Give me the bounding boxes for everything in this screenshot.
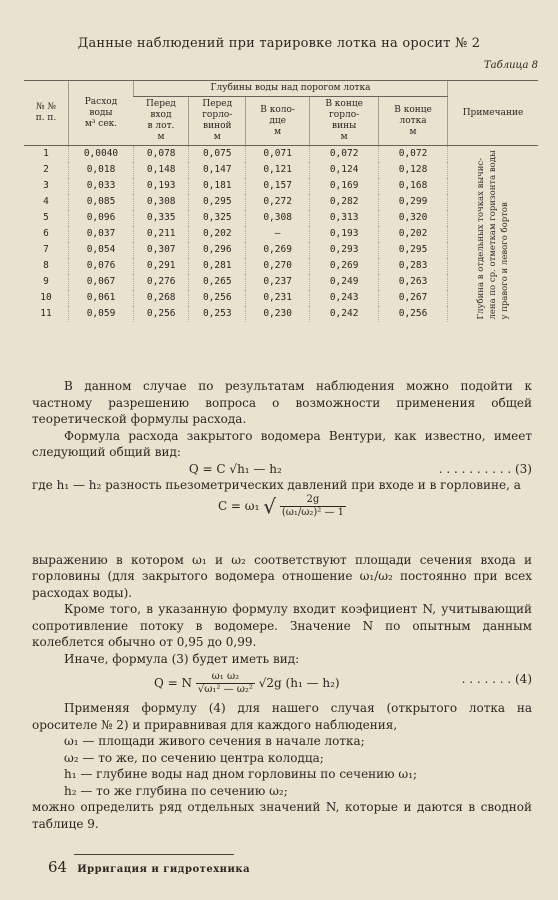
table-cell: 0,269 — [310, 258, 379, 274]
table-cell: 9 — [43, 276, 49, 287]
table-cell: 0,269 — [246, 242, 310, 258]
table-cell: 10 — [40, 292, 52, 303]
table-cell: 7 — [43, 244, 49, 255]
paragraph: В данном случае по результатам наблюдения можно подойти к частному разрешению вопроса о возможности применения общей теоретической формулы расхода. — [32, 379, 532, 426]
table-cell: 0,265 — [189, 274, 246, 290]
table-cell: 0,308 — [246, 210, 310, 226]
list-item: ω₁ — площади живого сечения в начале лотка; — [64, 734, 365, 748]
formula-4-denominator: √ω₁² — ω₂² — [197, 684, 253, 695]
table-cell: 0,075 — [189, 146, 246, 163]
table-cell: 0,308 — [134, 194, 189, 210]
table-cell: 0,267 — [379, 290, 448, 306]
table-cell: 0,281 — [189, 258, 246, 274]
table-cell: 0,256 — [189, 290, 246, 306]
paragraph: Формула расхода закрытого водомера Вентури, как известно, имеет следующий общий вид: — [32, 428, 532, 459]
table-cell: 0,124 — [310, 162, 379, 178]
formula-4-right: √2g (h₁ — h₂) — [258, 676, 340, 690]
table-cell: 0,0040 — [69, 146, 134, 163]
page-title: Данные наблюдений при тарировке лотка на оросит № 2 — [77, 36, 481, 51]
table-cell: 6 — [43, 228, 49, 239]
table-cell: 0,037 — [69, 226, 134, 242]
formula-4-left: Q = N — [153, 676, 193, 690]
paragraph: можно определить ряд отдельных значений N, которые и даются в сводной таблице 9. — [32, 800, 532, 831]
header-flow: Расход воды м³ сек. — [69, 81, 134, 146]
list-item: h₂ — то же глубина по сечению ω₂; — [64, 783, 288, 798]
table-cell: 0,276 — [134, 274, 189, 290]
formula-c-left: C = ω₁ — [217, 498, 260, 513]
list-item: h₁ — глубине воды над дном горловины по сечению ω₁; — [64, 767, 418, 781]
table-note: Глубина в отдельных точках вычис- лена по ср. отметкам горизонта воды у правого и левого бортов — [448, 146, 539, 323]
table-cell: 0,202 — [379, 226, 448, 242]
table-cell: 0,295 — [189, 194, 246, 210]
table-body — [24, 146, 538, 323]
header-group: Глубины воды над порогом лотка — [134, 81, 448, 97]
formula-3 — [32, 461, 532, 478]
table-cell: 0,263 — [379, 274, 448, 290]
table-cell: 0,085 — [69, 194, 134, 210]
table-cell: 0,230 — [246, 306, 310, 322]
table-cell: 0,157 — [246, 178, 310, 194]
table-cell: — — [246, 226, 310, 242]
table-label: Таблица 8 — [483, 60, 538, 71]
paragraph: где h₁ — h₂ разность пьезометрических давлений при входе и в горловине, а — [32, 478, 521, 492]
table-cell: 0,242 — [310, 306, 379, 322]
table-cell: 0,168 — [379, 178, 448, 194]
body-text — [32, 378, 532, 832]
table-cell: 0,202 — [189, 226, 246, 242]
table-cell: 0,293 — [310, 242, 379, 258]
header-sub: В коло- дце м — [246, 97, 310, 146]
table-cell: 0,071 — [246, 146, 310, 163]
table-cell: 0,193 — [310, 226, 379, 242]
table-cell: 0,282 — [310, 194, 379, 210]
paragraph: Применяя формулу (4) для нашего случая (открытого лотка на оросителе № 2) и приравнивая для каждого наблюдения, — [32, 701, 532, 732]
footer — [48, 858, 250, 876]
table-cell: 11 — [40, 308, 52, 319]
formula-3-number: . . . . . . . . . . (3) — [438, 461, 532, 476]
header-sub: В конце горло- вины м — [310, 97, 379, 146]
formula-c-numerator: 2g — [280, 494, 346, 507]
table-cell: 0,033 — [69, 178, 134, 194]
table-cell: 0,243 — [310, 290, 379, 306]
header-num: № № п. п. — [24, 81, 69, 146]
data-table — [24, 80, 538, 322]
table-cell: 0,054 — [69, 242, 134, 258]
header-note: Примечание — [448, 81, 539, 146]
table-cell: 5 — [43, 212, 49, 223]
table-cell: 0,270 — [246, 258, 310, 274]
formula-c-denominator: (ω₁/ω₂)² — 1 — [281, 506, 345, 518]
table-cell: 0,169 — [310, 178, 379, 194]
table-cell: 0,253 — [189, 306, 246, 322]
table-cell: 0,072 — [310, 146, 379, 163]
table-cell: 0,128 — [379, 162, 448, 178]
table-row — [24, 146, 538, 163]
footer-rule — [74, 854, 234, 855]
table-cell: 0,078 — [134, 146, 189, 163]
table-cell: 0,272 — [246, 194, 310, 210]
table-cell: 0,268 — [134, 290, 189, 306]
table-cell: 0,249 — [310, 274, 379, 290]
table-cell: 0,148 — [134, 162, 189, 178]
header-sub: В конце лотка м — [379, 97, 448, 146]
table-cell: 0,237 — [246, 274, 310, 290]
table-cell: 0,313 — [310, 210, 379, 226]
formula-c-fraction — [280, 494, 346, 519]
page-number: 64 — [48, 858, 68, 876]
header-sub: Перед вход в лот. м — [134, 97, 189, 146]
table-cell: 0,325 — [189, 210, 246, 226]
paragraph: выражению в котором ω₁ и ω₂ соответствуют площади сечения входа и горловины (для закрытого водомера отношение ω₁/ω₂ постоянно при всех расходах воды). — [32, 552, 532, 600]
table-cell: 8 — [43, 260, 49, 271]
table-cell: 0,076 — [69, 258, 134, 274]
table-cell: 0,061 — [69, 290, 134, 306]
table-cell: 0,193 — [134, 178, 189, 194]
paragraph: Иначе, формула (3) будет иметь вид: — [64, 651, 300, 666]
table-cell: 0,256 — [134, 306, 189, 322]
table-cell: 0,147 — [189, 162, 246, 178]
formula-4 — [32, 671, 532, 696]
table-cell: 0,320 — [379, 210, 448, 226]
table-cell: 0,231 — [246, 290, 310, 306]
table-cell: 0,067 — [69, 274, 134, 290]
table-cell: 0,295 — [379, 242, 448, 258]
table-cell: 0,335 — [134, 210, 189, 226]
list-item: ω₂ — то же, по сечению центра колодца; — [64, 750, 324, 765]
table-cell: 0,211 — [134, 226, 189, 242]
formula-c: C = ω₁ √ $\frac{2g}{\text{(ω₁/ω₂)² — 1}}$ — [217, 493, 345, 518]
table-cell: 0,072 — [379, 146, 448, 163]
table-cell: 4 — [43, 196, 49, 207]
table-cell: 0,291 — [134, 258, 189, 274]
table-cell: 3 — [43, 180, 49, 191]
table-cell: 0,299 — [379, 194, 448, 210]
formula-3-body: Q = C √h₁ — h₂ — [188, 461, 282, 476]
formula-4-number: . . . . . . . (4) — [461, 672, 532, 686]
header-sub: Перед горло- виной м — [189, 97, 246, 146]
running-title: Ирригация и гидротехника — [77, 864, 251, 875]
table-cell: 0,181 — [189, 178, 246, 194]
table-cell: 0,256 — [379, 306, 448, 322]
table-cell: 0,296 — [189, 242, 246, 258]
formula-4-fraction — [196, 671, 255, 696]
table-cell: 2 — [43, 164, 49, 175]
table-cell: 0,059 — [69, 306, 134, 322]
table-cell: 0,283 — [379, 258, 448, 274]
table-cell: 1 — [43, 148, 49, 159]
table-cell: 0,018 — [69, 162, 134, 178]
table-cell: 0,096 — [69, 210, 134, 226]
table-cell: 0,307 — [134, 242, 189, 258]
formula-4-numerator: ω₁ ω₂ — [196, 671, 255, 684]
table-cell: 0,121 — [246, 162, 310, 178]
paragraph: Кроме того, в указанную формулу входит коэфициент N, учитывающий сопротивление потоку в водомере. Значение N по опытным данным колеблется обычно от 0,95 до 0,99. — [32, 602, 532, 649]
